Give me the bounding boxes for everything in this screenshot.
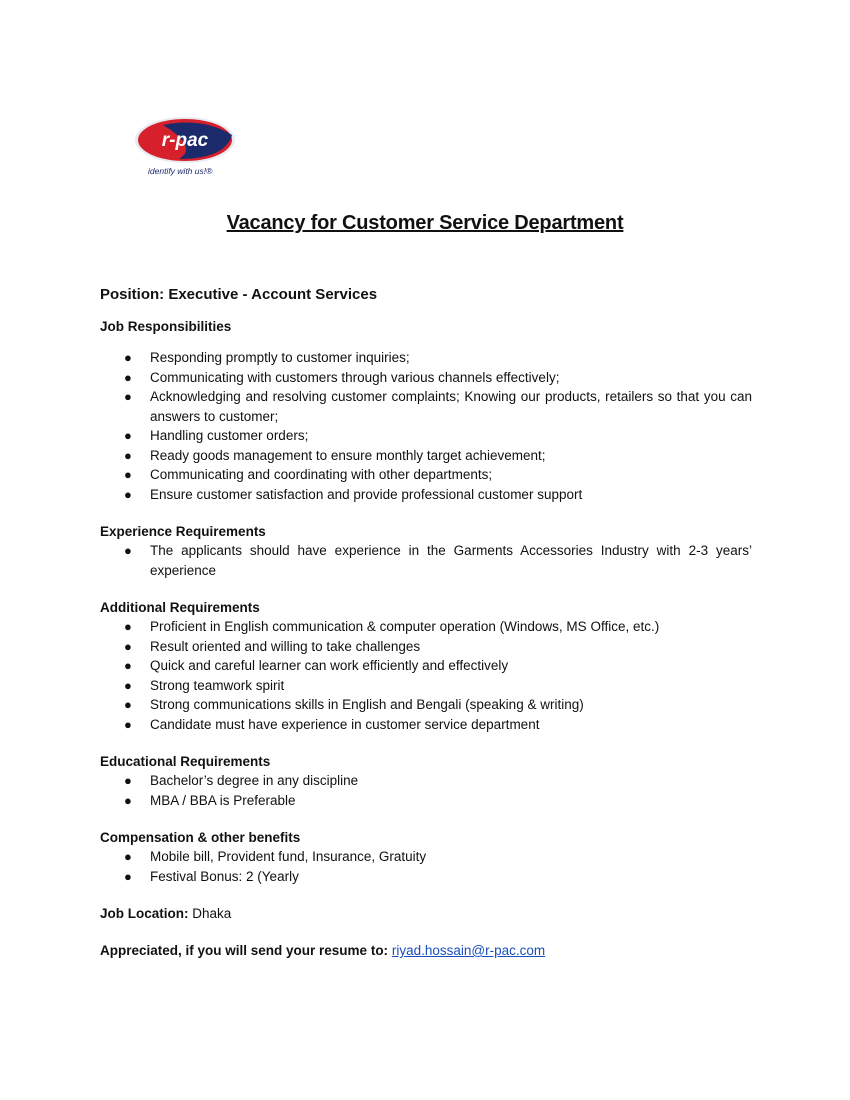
responsibilities-heading: Job Responsibilities — [100, 319, 232, 334]
experience-item-text: The applicants should have experience in the Garments Accessories Industry with 2-3 years’ experience — [150, 543, 752, 578]
page-title: Vacancy for Customer Service Department — [226, 212, 624, 234]
experience-list — [100, 541, 752, 580]
additional-item-text: Strong teamwork spirit — [150, 677, 285, 693]
education-item-text: Bachelor’s degree in any discipline — [150, 773, 359, 788]
bullet-icon: ● — [124, 792, 132, 808]
position-heading: Position: Executive - Account Services — [100, 286, 378, 303]
additional-item-text: Quick and careful learner can work efficiently and effectively — [150, 658, 509, 673]
responsibilities-item — [100, 426, 752, 446]
contact-line — [100, 941, 752, 960]
bullet-icon: ● — [124, 677, 132, 693]
responsibilities-item-text: Ensure customer satisfaction and provide professional customer support — [150, 486, 583, 502]
education-item — [100, 771, 752, 791]
additional-item — [100, 637, 752, 657]
bullet-icon: ● — [124, 697, 132, 712]
responsibilities-item-text: Communicating with customers through various channels effectively; — [150, 369, 560, 385]
additional-list — [100, 617, 752, 734]
responsibilities-item-text: Communicating and coordinating with other departments; — [150, 467, 493, 482]
additional-item-text: Candidate must have experience in customer service department — [150, 716, 540, 732]
bullet-icon: ● — [124, 849, 132, 864]
responsibilities-item-text: Handling customer orders; — [150, 428, 309, 443]
education-heading: Educational Requirements — [100, 754, 271, 769]
bullet-icon: ● — [124, 638, 132, 654]
additional-item — [100, 656, 752, 676]
education-item — [100, 791, 752, 811]
document-body — [100, 285, 752, 960]
additional-heading: Additional Requirements — [100, 600, 260, 615]
responsibilities-item — [100, 348, 752, 368]
additional-item — [100, 676, 752, 696]
job-location — [100, 904, 752, 923]
compensation-heading: Compensation & other benefits — [100, 830, 301, 845]
bullet-icon: ● — [124, 868, 132, 884]
job-location-value: Dhaka — [192, 906, 232, 921]
compensation-list — [100, 847, 752, 886]
compensation-item — [100, 867, 752, 887]
bullet-icon: ● — [124, 467, 132, 482]
responsibilities-item-text: Ready goods management to ensure monthly target achievement; — [150, 447, 546, 463]
education-list — [100, 771, 752, 810]
bullet-icon: ● — [124, 716, 132, 732]
responsibilities-item — [100, 387, 752, 426]
bullet-icon: ● — [124, 369, 132, 385]
responsibilities-item — [100, 465, 752, 485]
compensation-item-text: Festival Bonus: 2 (Yearly — [150, 868, 299, 884]
compensation-item — [100, 847, 752, 867]
bullet-icon: ● — [124, 773, 132, 788]
additional-item-text: Result oriented and willing to take challenges — [150, 638, 421, 654]
responsibilities-item — [100, 485, 752, 505]
additional-item — [100, 617, 752, 637]
experience-item — [100, 541, 752, 580]
job-location-label: Job Location: — [100, 906, 189, 921]
responsibilities-item — [100, 368, 752, 388]
experience-heading: Experience Requirements — [100, 524, 266, 539]
compensation-item-text: Mobile bill, Provident fund, Insurance, Gratuity — [150, 849, 427, 864]
bullet-icon: ● — [124, 486, 132, 502]
responsibilities-item-text: Responding promptly to customer inquiries; — [150, 350, 410, 365]
responsibilities-item-text: Acknowledging and resolving customer complaints; Knowing our products, retailers so that you can answers to customer; — [150, 389, 752, 424]
bullet-icon: ● — [124, 428, 132, 443]
contact-label: Appreciated, if you will send your resume to: — [100, 943, 389, 958]
education-item-text: MBA / BBA is Preferable — [150, 792, 296, 808]
additional-item — [100, 715, 752, 735]
bullet-icon: ● — [124, 389, 132, 404]
contact-email-link[interactable]: riyad.hossain@r-pac.com — [391, 943, 546, 958]
bullet-icon: ● — [124, 658, 132, 673]
bullet-icon: ● — [124, 447, 132, 463]
additional-item-text: Proficient in English communication & computer operation (Windows, MS Office, etc.) — [150, 619, 660, 634]
bullet-icon: ● — [124, 350, 132, 365]
bullet-icon: ● — [124, 543, 132, 558]
logo-tagline: identify with us!® — [148, 166, 213, 176]
responsibilities-item — [100, 446, 752, 466]
additional-item — [100, 695, 752, 715]
responsibilities-list — [100, 348, 752, 504]
bullet-icon: ● — [124, 619, 132, 634]
svg-text:r-pac: r-pac — [161, 130, 209, 151]
additional-item-text: Strong communications skills in English and Bengali (speaking & writing) — [150, 697, 584, 712]
